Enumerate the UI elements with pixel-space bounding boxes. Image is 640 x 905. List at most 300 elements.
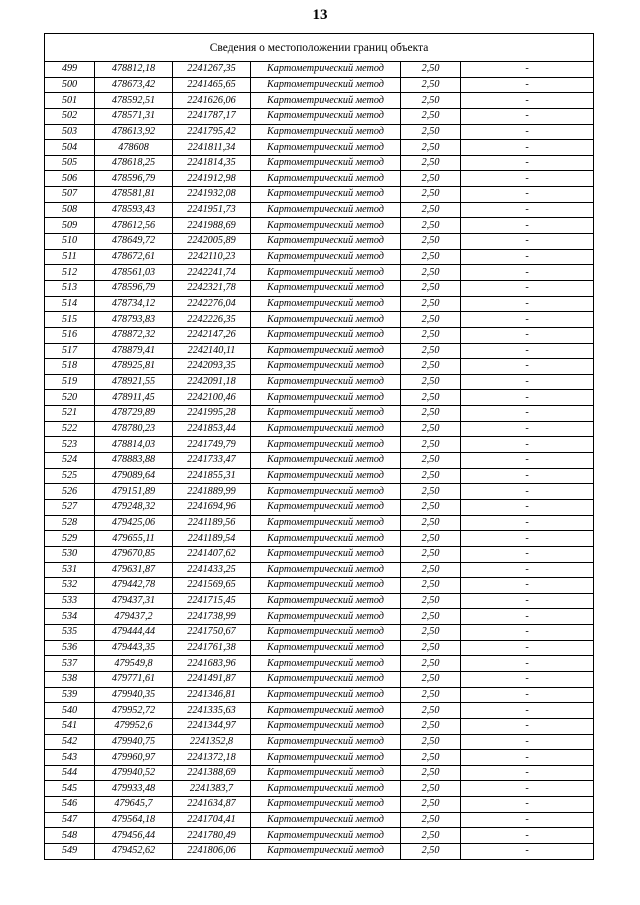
y-coordinate-cell: 2241811,34 <box>173 140 251 156</box>
y-coordinate-cell: 2241569,65 <box>173 578 251 594</box>
description-cell: - <box>461 124 594 140</box>
method-cell: Картометрический метод <box>251 640 401 656</box>
description-cell: - <box>461 187 594 203</box>
method-cell: Картометрический метод <box>251 343 401 359</box>
description-cell: - <box>461 546 594 562</box>
y-coordinate-cell: 2242321,78 <box>173 280 251 296</box>
method-cell: Картометрический метод <box>251 484 401 500</box>
method-cell: Картометрический метод <box>251 406 401 422</box>
table-row <box>45 515 594 531</box>
description-cell: - <box>461 499 594 515</box>
description-cell: - <box>461 265 594 281</box>
x-coordinate-cell: 479655,11 <box>95 531 173 547</box>
point-number-cell: 518 <box>45 359 95 375</box>
method-cell: Картометрический метод <box>251 421 401 437</box>
accuracy-cell: 2,50 <box>401 343 461 359</box>
point-number-cell: 509 <box>45 218 95 234</box>
accuracy-cell: 2,50 <box>401 687 461 703</box>
description-cell: - <box>461 656 594 672</box>
method-cell: Картометрический метод <box>251 750 401 766</box>
description-cell: - <box>461 609 594 625</box>
y-coordinate-cell: 2241346,81 <box>173 687 251 703</box>
accuracy-cell: 2,50 <box>401 703 461 719</box>
y-coordinate-cell: 2241704,41 <box>173 812 251 828</box>
table-row <box>45 828 594 844</box>
x-coordinate-cell: 478649,72 <box>95 234 173 250</box>
x-coordinate-cell: 479452,62 <box>95 844 173 860</box>
accuracy-cell: 2,50 <box>401 77 461 93</box>
method-cell: Картометрический метод <box>251 124 401 140</box>
point-number-cell: 531 <box>45 562 95 578</box>
x-coordinate-cell: 478879,41 <box>95 343 173 359</box>
description-cell: - <box>461 437 594 453</box>
point-number-cell: 541 <box>45 718 95 734</box>
x-coordinate-cell: 478872,32 <box>95 327 173 343</box>
x-coordinate-cell: 479940,52 <box>95 765 173 781</box>
method-cell: Картометрический метод <box>251 781 401 797</box>
y-coordinate-cell: 2242276,04 <box>173 296 251 312</box>
accuracy-cell: 2,50 <box>401 171 461 187</box>
point-number-cell: 523 <box>45 437 95 453</box>
y-coordinate-cell: 2241634,87 <box>173 797 251 813</box>
point-number-cell: 539 <box>45 687 95 703</box>
table-row <box>45 531 594 547</box>
x-coordinate-cell: 479645,7 <box>95 797 173 813</box>
method-cell: Картометрический метод <box>251 578 401 594</box>
y-coordinate-cell: 2242241,74 <box>173 265 251 281</box>
y-coordinate-cell: 2242110,23 <box>173 249 251 265</box>
description-cell: - <box>461 844 594 860</box>
description-cell: - <box>461 671 594 687</box>
method-cell: Картометрический метод <box>251 280 401 296</box>
description-cell: - <box>461 453 594 469</box>
accuracy-cell: 2,50 <box>401 390 461 406</box>
table-row <box>45 437 594 453</box>
accuracy-cell: 2,50 <box>401 750 461 766</box>
method-cell: Картометрический метод <box>251 562 401 578</box>
y-coordinate-cell: 2241267,35 <box>173 62 251 78</box>
method-cell: Картометрический метод <box>251 656 401 672</box>
point-number-cell: 507 <box>45 187 95 203</box>
accuracy-cell: 2,50 <box>401 797 461 813</box>
y-coordinate-cell: 2241912,98 <box>173 171 251 187</box>
description-cell: - <box>461 108 594 124</box>
method-cell: Картометрический метод <box>251 140 401 156</box>
y-coordinate-cell: 2241995,28 <box>173 406 251 422</box>
description-cell: - <box>461 234 594 250</box>
x-coordinate-cell: 478673,42 <box>95 77 173 93</box>
y-coordinate-cell: 2241694,96 <box>173 499 251 515</box>
description-cell: - <box>461 390 594 406</box>
method-cell: Картометрический метод <box>251 515 401 531</box>
description-cell: - <box>461 468 594 484</box>
x-coordinate-cell: 478596,79 <box>95 280 173 296</box>
point-number-cell: 503 <box>45 124 95 140</box>
y-coordinate-cell: 2241806,06 <box>173 844 251 860</box>
accuracy-cell: 2,50 <box>401 218 461 234</box>
method-cell: Картометрический метод <box>251 390 401 406</box>
table-row <box>45 312 594 328</box>
x-coordinate-cell: 479437,2 <box>95 609 173 625</box>
y-coordinate-cell: 2241626,06 <box>173 93 251 109</box>
y-coordinate-cell: 2242100,46 <box>173 390 251 406</box>
table-row <box>45 484 594 500</box>
accuracy-cell: 2,50 <box>401 562 461 578</box>
method-cell: Картометрический метод <box>251 609 401 625</box>
method-cell: Картометрический метод <box>251 155 401 171</box>
description-cell: - <box>461 734 594 750</box>
method-cell: Картометрический метод <box>251 312 401 328</box>
table-row <box>45 671 594 687</box>
accuracy-cell: 2,50 <box>401 280 461 296</box>
x-coordinate-cell: 478593,43 <box>95 202 173 218</box>
x-coordinate-cell: 478812,18 <box>95 62 173 78</box>
y-coordinate-cell: 2241814,35 <box>173 155 251 171</box>
x-coordinate-cell: 478925,81 <box>95 359 173 375</box>
point-number-cell: 501 <box>45 93 95 109</box>
method-cell: Картометрический метод <box>251 718 401 734</box>
x-coordinate-cell: 479456,44 <box>95 828 173 844</box>
method-cell: Картометрический метод <box>251 62 401 78</box>
method-cell: Картометрический метод <box>251 374 401 390</box>
table-row <box>45 797 594 813</box>
accuracy-cell: 2,50 <box>401 765 461 781</box>
method-cell: Картометрический метод <box>251 327 401 343</box>
x-coordinate-cell: 478734,12 <box>95 296 173 312</box>
x-coordinate-cell: 479564,18 <box>95 812 173 828</box>
accuracy-cell: 2,50 <box>401 140 461 156</box>
point-number-cell: 527 <box>45 499 95 515</box>
accuracy-cell: 2,50 <box>401 656 461 672</box>
description-cell: - <box>461 687 594 703</box>
x-coordinate-cell: 479549,8 <box>95 656 173 672</box>
accuracy-cell: 2,50 <box>401 93 461 109</box>
accuracy-cell: 2,50 <box>401 671 461 687</box>
description-cell: - <box>461 155 594 171</box>
table-row <box>45 844 594 860</box>
page-number: 13 <box>312 7 328 23</box>
table-row <box>45 640 594 656</box>
x-coordinate-cell: 479425,06 <box>95 515 173 531</box>
description-cell: - <box>461 765 594 781</box>
y-coordinate-cell: 2241383,7 <box>173 781 251 797</box>
description-cell: - <box>461 812 594 828</box>
method-cell: Картометрический метод <box>251 359 401 375</box>
method-cell: Картометрический метод <box>251 234 401 250</box>
table-row <box>45 718 594 734</box>
point-number-cell: 534 <box>45 609 95 625</box>
method-cell: Картометрический метод <box>251 671 401 687</box>
description-cell: - <box>461 625 594 641</box>
table-row <box>45 687 594 703</box>
description-cell: - <box>461 484 594 500</box>
method-cell: Картометрический метод <box>251 218 401 234</box>
accuracy-cell: 2,50 <box>401 187 461 203</box>
description-cell: - <box>461 703 594 719</box>
accuracy-cell: 2,50 <box>401 718 461 734</box>
y-coordinate-cell: 2241761,38 <box>173 640 251 656</box>
accuracy-cell: 2,50 <box>401 359 461 375</box>
x-coordinate-cell: 478571,31 <box>95 108 173 124</box>
x-coordinate-cell: 478613,92 <box>95 124 173 140</box>
method-cell: Картометрический метод <box>251 468 401 484</box>
y-coordinate-cell: 2241433,25 <box>173 562 251 578</box>
point-number-cell: 499 <box>45 62 95 78</box>
method-cell: Картометрический метод <box>251 765 401 781</box>
description-cell: - <box>461 515 594 531</box>
x-coordinate-cell: 479940,75 <box>95 734 173 750</box>
description-cell: - <box>461 218 594 234</box>
accuracy-cell: 2,50 <box>401 312 461 328</box>
point-number-cell: 517 <box>45 343 95 359</box>
y-coordinate-cell: 2241780,49 <box>173 828 251 844</box>
accuracy-cell: 2,50 <box>401 499 461 515</box>
point-number-cell: 521 <box>45 406 95 422</box>
accuracy-cell: 2,50 <box>401 234 461 250</box>
table-row <box>45 781 594 797</box>
point-number-cell: 549 <box>45 844 95 860</box>
description-cell: - <box>461 578 594 594</box>
x-coordinate-cell: 478596,79 <box>95 171 173 187</box>
description-cell: - <box>461 562 594 578</box>
point-number-cell: 522 <box>45 421 95 437</box>
point-number-cell: 504 <box>45 140 95 156</box>
description-cell: - <box>461 828 594 844</box>
point-number-cell: 514 <box>45 296 95 312</box>
accuracy-cell: 2,50 <box>401 515 461 531</box>
method-cell: Картометрический метод <box>251 625 401 641</box>
x-coordinate-cell: 479443,35 <box>95 640 173 656</box>
method-cell: Картометрический метод <box>251 437 401 453</box>
accuracy-cell: 2,50 <box>401 421 461 437</box>
accuracy-cell: 2,50 <box>401 374 461 390</box>
y-coordinate-cell: 2241795,42 <box>173 124 251 140</box>
point-number-cell: 524 <box>45 453 95 469</box>
x-coordinate-cell: 479631,87 <box>95 562 173 578</box>
y-coordinate-cell: 2241715,45 <box>173 593 251 609</box>
point-number-cell: 525 <box>45 468 95 484</box>
accuracy-cell: 2,50 <box>401 844 461 860</box>
x-coordinate-cell: 478612,56 <box>95 218 173 234</box>
table-row <box>45 171 594 187</box>
table-row <box>45 546 594 562</box>
y-coordinate-cell: 2241352,8 <box>173 734 251 750</box>
point-number-cell: 506 <box>45 171 95 187</box>
y-coordinate-cell: 2241932,08 <box>173 187 251 203</box>
accuracy-cell: 2,50 <box>401 327 461 343</box>
table-row <box>45 93 594 109</box>
accuracy-cell: 2,50 <box>401 265 461 281</box>
method-cell: Картометрический метод <box>251 734 401 750</box>
y-coordinate-cell: 2241889,99 <box>173 484 251 500</box>
y-coordinate-cell: 2241733,47 <box>173 453 251 469</box>
description-cell: - <box>461 797 594 813</box>
point-number-cell: 532 <box>45 578 95 594</box>
x-coordinate-cell: 478581,81 <box>95 187 173 203</box>
accuracy-cell: 2,50 <box>401 625 461 641</box>
point-number-cell: 537 <box>45 656 95 672</box>
y-coordinate-cell: 2241787,17 <box>173 108 251 124</box>
x-coordinate-cell: 478921,55 <box>95 374 173 390</box>
table-row <box>45 187 594 203</box>
point-number-cell: 540 <box>45 703 95 719</box>
method-cell: Картометрический метод <box>251 249 401 265</box>
y-coordinate-cell: 2241407,62 <box>173 546 251 562</box>
y-coordinate-cell: 2242147,26 <box>173 327 251 343</box>
x-coordinate-cell: 479437,31 <box>95 593 173 609</box>
x-coordinate-cell: 479444,44 <box>95 625 173 641</box>
x-coordinate-cell: 478608 <box>95 140 173 156</box>
point-number-cell: 547 <box>45 812 95 828</box>
accuracy-cell: 2,50 <box>401 468 461 484</box>
point-number-cell: 542 <box>45 734 95 750</box>
method-cell: Картометрический метод <box>251 844 401 860</box>
method-cell: Картометрический метод <box>251 296 401 312</box>
y-coordinate-cell: 2241749,79 <box>173 437 251 453</box>
table-row <box>45 703 594 719</box>
accuracy-cell: 2,50 <box>401 155 461 171</box>
x-coordinate-cell: 479151,89 <box>95 484 173 500</box>
point-number-cell: 544 <box>45 765 95 781</box>
table-row <box>45 202 594 218</box>
description-cell: - <box>461 202 594 218</box>
method-cell: Картометрический метод <box>251 797 401 813</box>
accuracy-cell: 2,50 <box>401 578 461 594</box>
point-number-cell: 502 <box>45 108 95 124</box>
description-cell: - <box>461 421 594 437</box>
table-row <box>45 734 594 750</box>
description-cell: - <box>461 327 594 343</box>
method-cell: Картометрический метод <box>251 703 401 719</box>
point-number-cell: 510 <box>45 234 95 250</box>
description-cell: - <box>461 140 594 156</box>
table-title: Сведения о местоположении границ объекта <box>45 34 594 62</box>
table-row <box>45 359 594 375</box>
description-cell: - <box>461 640 594 656</box>
x-coordinate-cell: 479940,35 <box>95 687 173 703</box>
point-number-cell: 508 <box>45 202 95 218</box>
point-number-cell: 533 <box>45 593 95 609</box>
method-cell: Картометрический метод <box>251 187 401 203</box>
table-row <box>45 562 594 578</box>
accuracy-cell: 2,50 <box>401 406 461 422</box>
description-cell: - <box>461 593 594 609</box>
point-number-cell: 500 <box>45 77 95 93</box>
table-row <box>45 62 594 78</box>
y-coordinate-cell: 2242226,35 <box>173 312 251 328</box>
y-coordinate-cell: 2241988,69 <box>173 218 251 234</box>
table-row <box>45 155 594 171</box>
table-row <box>45 234 594 250</box>
table-row <box>45 218 594 234</box>
description-cell: - <box>461 296 594 312</box>
table-row <box>45 453 594 469</box>
point-number-cell: 529 <box>45 531 95 547</box>
table-row <box>45 812 594 828</box>
y-coordinate-cell: 2241388,69 <box>173 765 251 781</box>
table-row <box>45 124 594 140</box>
x-coordinate-cell: 479771,61 <box>95 671 173 687</box>
description-cell: - <box>461 171 594 187</box>
x-coordinate-cell: 479960,97 <box>95 750 173 766</box>
table-row <box>45 765 594 781</box>
method-cell: Картометрический метод <box>251 593 401 609</box>
method-cell: Картометрический метод <box>251 93 401 109</box>
method-cell: Картометрический метод <box>251 171 401 187</box>
table-row <box>45 609 594 625</box>
y-coordinate-cell: 2241853,44 <box>173 421 251 437</box>
table-row <box>45 343 594 359</box>
table-row <box>45 750 594 766</box>
y-coordinate-cell: 2242005,89 <box>173 234 251 250</box>
x-coordinate-cell: 479089,64 <box>95 468 173 484</box>
description-cell: - <box>461 531 594 547</box>
table-row <box>45 421 594 437</box>
point-number-cell: 543 <box>45 750 95 766</box>
point-number-cell: 545 <box>45 781 95 797</box>
table-row <box>45 249 594 265</box>
point-number-cell: 511 <box>45 249 95 265</box>
table-row <box>45 593 594 609</box>
y-coordinate-cell: 2242093,35 <box>173 359 251 375</box>
x-coordinate-cell: 478618,25 <box>95 155 173 171</box>
table-row <box>45 280 594 296</box>
y-coordinate-cell: 2241951,73 <box>173 202 251 218</box>
x-coordinate-cell: 479952,72 <box>95 703 173 719</box>
table-row <box>45 327 594 343</box>
table-row <box>45 374 594 390</box>
method-cell: Картометрический метод <box>251 546 401 562</box>
x-coordinate-cell: 479952,6 <box>95 718 173 734</box>
y-coordinate-cell: 2241372,18 <box>173 750 251 766</box>
table-row <box>45 390 594 406</box>
description-cell: - <box>461 718 594 734</box>
table-row <box>45 656 594 672</box>
accuracy-cell: 2,50 <box>401 249 461 265</box>
x-coordinate-cell: 478729,89 <box>95 406 173 422</box>
description-cell: - <box>461 280 594 296</box>
accuracy-cell: 2,50 <box>401 781 461 797</box>
table-row <box>45 625 594 641</box>
point-number-cell: 530 <box>45 546 95 562</box>
method-cell: Картометрический метод <box>251 77 401 93</box>
point-number-cell: 505 <box>45 155 95 171</box>
table-row <box>45 578 594 594</box>
x-coordinate-cell: 478814,03 <box>95 437 173 453</box>
y-coordinate-cell: 2241465,65 <box>173 77 251 93</box>
y-coordinate-cell: 2241683,96 <box>173 656 251 672</box>
table-row <box>45 499 594 515</box>
accuracy-cell: 2,50 <box>401 593 461 609</box>
x-coordinate-cell: 478672,61 <box>95 249 173 265</box>
x-coordinate-cell: 479248,32 <box>95 499 173 515</box>
accuracy-cell: 2,50 <box>401 812 461 828</box>
accuracy-cell: 2,50 <box>401 108 461 124</box>
point-number-cell: 536 <box>45 640 95 656</box>
accuracy-cell: 2,50 <box>401 124 461 140</box>
y-coordinate-cell: 2242091,18 <box>173 374 251 390</box>
point-number-cell: 546 <box>45 797 95 813</box>
y-coordinate-cell: 2241738,99 <box>173 609 251 625</box>
table-row <box>45 77 594 93</box>
point-number-cell: 512 <box>45 265 95 281</box>
description-cell: - <box>461 312 594 328</box>
y-coordinate-cell: 2241335,63 <box>173 703 251 719</box>
table-row <box>45 406 594 422</box>
accuracy-cell: 2,50 <box>401 546 461 562</box>
point-number-cell: 538 <box>45 671 95 687</box>
method-cell: Картометрический метод <box>251 828 401 844</box>
